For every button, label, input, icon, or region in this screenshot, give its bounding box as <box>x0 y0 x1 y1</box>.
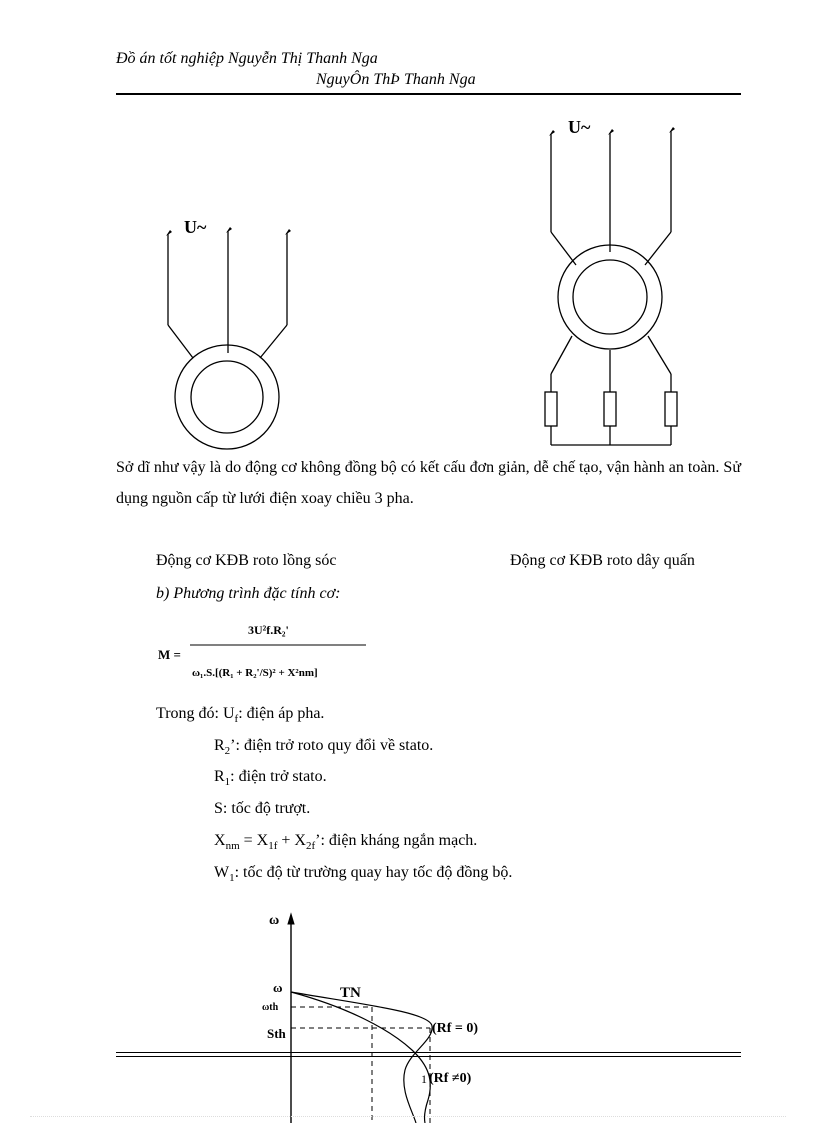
label-s-th: Sth <box>267 1026 286 1041</box>
body-paragraph: Sở dĩ như vậy là do động cơ không đồng bộ có kết cấu đơn giản, dễ chế tạo, vận hành an toàn. Sử dụng nguồn cấp từ lưới điện xoay chiều 3 pha. <box>116 459 741 507</box>
right-voltage-label: U~ <box>568 117 591 137</box>
label-omega-th: ωth <box>262 1002 279 1013</box>
formula-lhs: M = <box>158 647 181 662</box>
footer-dotted-rule <box>30 1116 786 1117</box>
def-w1: $W_1$: tốc độ từ trường quay hay tốc độ đồng bộ. <box>214 864 513 885</box>
caption-wound-rotor: Động cơ KĐB roto dây quấn <box>510 552 695 569</box>
formula-denominator: ω₁.S.[(R₁ + R₂'/S)² + X²nm] <box>192 667 318 679</box>
page-break-rule-bottom <box>116 1056 741 1057</box>
label-one: 1 <box>421 1072 427 1086</box>
def-s: S: tốc độ trượt. <box>214 800 311 817</box>
header-line-2: NguyÔn ThÞ Thanh Nga <box>316 71 476 88</box>
label-rf-zero: (Rf = 0) <box>432 1021 479 1036</box>
label-rf-nonzero: (Rf ≠0) <box>429 1071 472 1086</box>
def-uf: Trong đó: $U_f$: điện áp pha. <box>156 705 325 726</box>
def-r2: $R_2$’: điện trở roto quy đổi về stato. <box>214 737 434 758</box>
wound-rotor-motor-diagram <box>545 131 677 445</box>
mechanical-characteristic-graph <box>0 900 816 1123</box>
def-r1: $R_1$: điện trở stato. <box>214 768 327 789</box>
torque-formula <box>156 618 376 697</box>
torque-formula-svg <box>156 618 376 692</box>
curve-tn <box>291 992 432 1123</box>
label-omega0: ω <box>273 980 283 995</box>
label-tn: TN <box>340 985 361 1001</box>
squirrel-cage-motor-diagram <box>168 231 287 449</box>
curve-rf <box>291 992 430 1123</box>
caption-squirrel-cage: Động cơ KĐB roto lồng sóc <box>156 552 337 569</box>
motor-diagrams <box>0 0 816 460</box>
formula-numerator: 3U²f.R₂' <box>248 623 289 637</box>
def-xnm: $X_{nm} = X_{1f} + X_{2f}$’: điện kháng ngắn mạch. <box>214 832 478 853</box>
page-break-rule-top <box>116 1052 741 1053</box>
axis-arrow <box>288 914 294 924</box>
header-line-1: Đồ án tốt nghiệp Nguyễn Thị Thanh Nga <box>116 50 378 67</box>
axis-label-omega: ω <box>269 913 280 928</box>
section-title: b) Phương trình đặc tính cơ: <box>156 585 341 602</box>
left-voltage-label: U~ <box>184 217 207 237</box>
def-intro: Trong đó: <box>156 705 223 722</box>
